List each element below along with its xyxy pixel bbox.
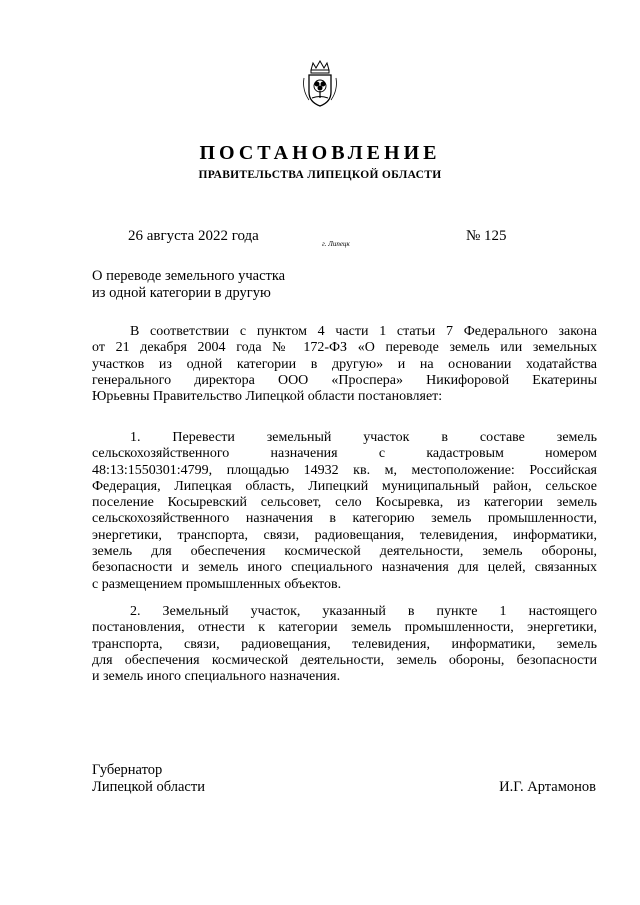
- text-line: сельскохозяйственного назначения с кадастровым номером: [92, 446, 597, 462]
- text-line: поселение Косыревский сельсовет, село Косыревка, из категории земель: [92, 495, 597, 511]
- text-line: 1. Перевести земельный участок в составе земель: [130, 430, 597, 445]
- decree-number: № 125: [466, 228, 507, 244]
- text-line: 2. Земельный участок, указанный в пункте 1 настоящего: [130, 604, 597, 619]
- decree-date: 26 августа 2022 года: [128, 228, 259, 244]
- intro-paragraph: [92, 324, 597, 405]
- text-line: с размещением промышленных объектов.: [92, 576, 342, 592]
- text-line: для обеспечения космической деятельности, земель обороны, безопасности: [92, 652, 597, 668]
- signatory-name: И.Г. Артамонов: [499, 779, 596, 795]
- text-line: постановления, отнести к категории земель промышленности, энергетики,: [92, 620, 597, 636]
- position-line: Губернатор: [92, 762, 163, 778]
- subject-line: О переводе земельного участка: [92, 268, 286, 284]
- text-line: В соответствии с пунктом 4 части 1 статьи 7 Федерального закона: [130, 324, 597, 339]
- subject-line: из одной категории в другую: [92, 285, 271, 301]
- text-line: от 21 декабря 2004 года № 172-ФЗ «О переводе земель или земельных: [92, 340, 597, 356]
- decree-subject: [92, 268, 352, 302]
- text-line: Юрьевны Правительство Липецкой области постановляет:: [92, 389, 443, 405]
- page-title: ПОСТАНОВЛЕНИЕ: [199, 142, 441, 164]
- text-line: участков из одной категории в другую» и на основании ходатайства: [92, 356, 597, 372]
- text-line: сельскохозяйственного назначения в категорию земель промышленности,: [92, 511, 597, 527]
- signatory-position: [92, 762, 205, 796]
- decree-city: г. Липецк: [322, 240, 350, 248]
- item-1-paragraph: [92, 430, 597, 593]
- text-line: земель для обеспечения космической деятельности, земель обороны,: [92, 544, 597, 560]
- text-line: и земель иного специального назначения.: [92, 669, 341, 685]
- issuer-subtitle: ПРАВИТЕЛЬСТВА ЛИПЕЦКОЙ ОБЛАСТИ: [198, 169, 442, 181]
- text-line: 48:13:1550301:4799, площадью 14932 кв. м, местоположение: Российская: [92, 462, 597, 478]
- text-line: генерального директора ООО «Проспера» Никифоровой Екатерины: [92, 372, 597, 388]
- text-line: транспорта, связи, радиовещания, телевидения, информатики, земель: [92, 636, 597, 652]
- position-line: Липецкой области: [92, 779, 205, 795]
- coat-of-arms-icon: [300, 60, 340, 108]
- item-2-paragraph: [92, 604, 597, 685]
- text-line: безопасности и земель иного специального назначения для целей, связанных: [92, 560, 597, 576]
- text-line: энергетики, транспорта, связи, радиовещания, телевидения, информатики,: [92, 527, 597, 543]
- text-line: Федерация, Липецкая область, Липецкий муниципальный район, сельское: [92, 478, 597, 494]
